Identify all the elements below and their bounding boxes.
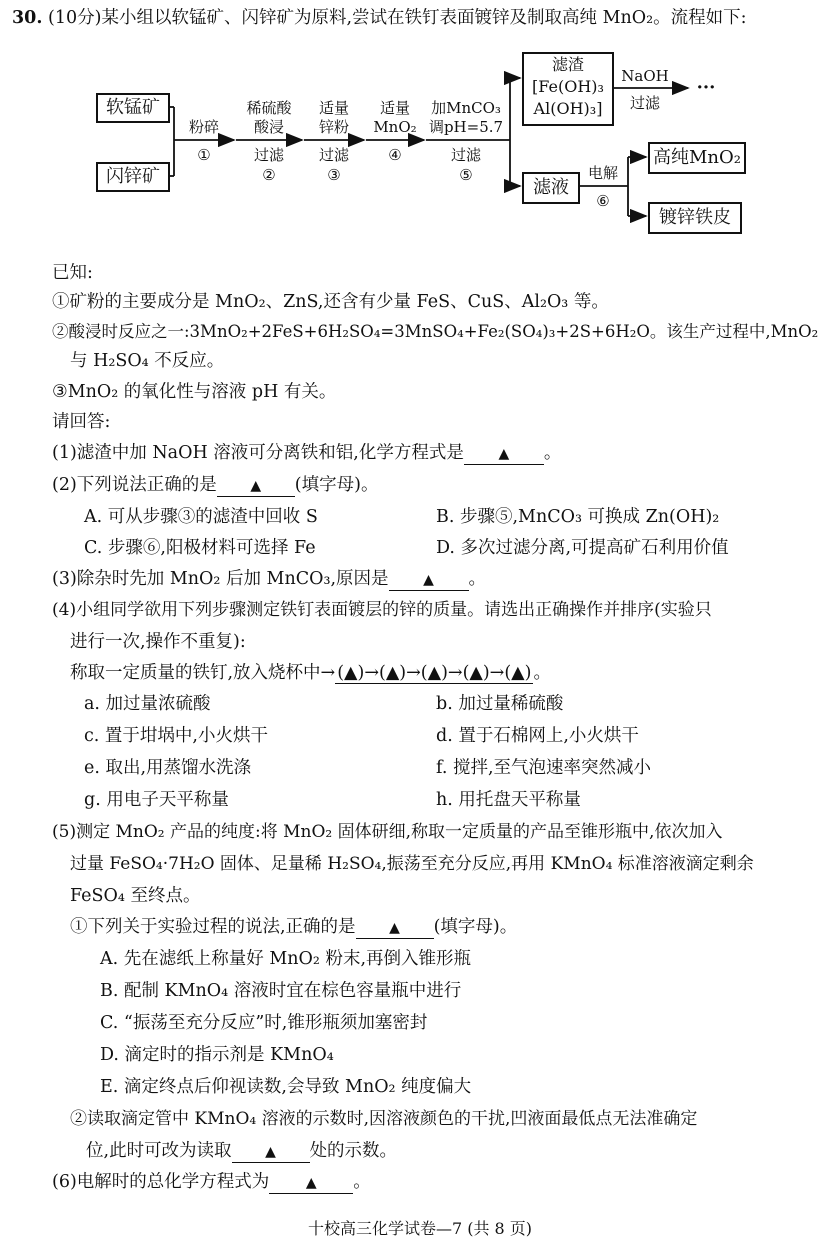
q5-option-a: A. 先在滤纸上称量好 MnO₂ 粉末,再倒入锥形瓶 bbox=[100, 949, 472, 969]
step2-number: ② bbox=[262, 166, 276, 184]
q4-sequence bbox=[70, 661, 551, 685]
q4-option-a: a. 加过量浓硫酸 bbox=[84, 694, 211, 714]
q5-sub1 bbox=[70, 915, 517, 939]
residue-box bbox=[522, 52, 614, 126]
q5-sub2-text: 位,此时可改为读取 bbox=[86, 1141, 232, 1161]
q5-option-e: E. 滴定终点后仰视读数,会导致 MnO₂ 纯度偏大 bbox=[100, 1077, 472, 1097]
q3-text: (3)除杂时先加 MnO₂ 后加 MnCO₃,原因是 bbox=[52, 569, 389, 589]
q3-answer-blank[interactable] bbox=[389, 569, 469, 591]
question-6 bbox=[52, 1170, 371, 1194]
product-galvanized-label: 镀锌铁皮 bbox=[659, 207, 731, 228]
q6-answer-blank[interactable] bbox=[269, 1172, 353, 1194]
blank-triangle: ▲ bbox=[250, 478, 262, 494]
known-item-2-line1: ②酸浸时反应之一:3MnO₂+2FeS+6H₂SO₄=3MnSO₄+Fe₂(SO₄)₃+2S+6H₂O。该生产过程中,MnO₂ bbox=[52, 322, 819, 341]
q1-text: (1)滤渣中加 NaOH 溶液可分离铁和铝,化学方程式是 bbox=[52, 443, 464, 463]
q5-option-d: D. 滴定时的指示剂是 KMnO₄ bbox=[100, 1045, 334, 1065]
step5-top-label-2: 调pH=5.7 bbox=[428, 118, 504, 136]
known-item-3: ③MnO₂ 的氧化性与溶液 pH 有关。 bbox=[52, 382, 337, 402]
q1-end: 。 bbox=[543, 443, 562, 463]
step3-top-label-2: 锌粉 bbox=[318, 118, 349, 136]
blank-triangle: ▲ bbox=[305, 1175, 317, 1191]
step1-top-label: 粉碎 bbox=[188, 118, 219, 136]
step3-top-label-1: 适量 bbox=[318, 99, 349, 117]
ore-label-sphalerite: 闪锌矿 bbox=[106, 166, 160, 187]
q4-sequence-blanks[interactable]: (▲)→(▲)→(▲)→(▲)→(▲) bbox=[337, 663, 532, 683]
question-intro: (10分)某小组以软锰矿、闪锌矿为原料,尝试在铁钉表面镀锌及制取高纯 MnO₂。流程如下: bbox=[48, 8, 747, 28]
residue-title: 滤渣 bbox=[551, 55, 584, 74]
step2-bottom-label: 过滤 bbox=[253, 146, 284, 164]
known-item-1: ①矿粉的主要成分是 MnO₂、ZnS,还含有少量 FeS、CuS、Al₂O₃ 等。 bbox=[52, 292, 609, 312]
q5-sub2-line1: ②读取滴定管中 KMnO₄ 溶液的示数时,因溶液颜色的干扰,凹液面最低点无法准确定 bbox=[70, 1109, 698, 1129]
q5-sub1-answer-blank[interactable] bbox=[356, 917, 434, 939]
electrolysis-label: 电解 bbox=[587, 164, 618, 182]
q2-text: (2)下列说法正确的是 bbox=[52, 475, 217, 495]
step5-number: ⑤ bbox=[459, 166, 473, 184]
q2-end: (填字母)。 bbox=[294, 475, 379, 495]
q2-option-d: D. 多次过滤分离,可提高矿石利用价值 bbox=[436, 538, 729, 558]
filtrate-label: 滤液 bbox=[533, 177, 569, 198]
q2-option-b: B. 步骤⑤,MnCO₃ 可换成 Zn(OH)₂ bbox=[436, 507, 720, 527]
q5-sub1-text: ①下列关于实验过程的说法,正确的是 bbox=[70, 917, 356, 937]
question-header bbox=[12, 6, 747, 30]
q2-option-c: C. 步骤⑥,阳极材料可选择 Fe bbox=[84, 538, 316, 558]
product-box-mno2 bbox=[648, 142, 746, 174]
filtrate-box bbox=[522, 172, 580, 204]
step3-number: ③ bbox=[327, 166, 341, 184]
step2-top-label-1: 稀硫酸 bbox=[246, 99, 292, 117]
q2-option-a: A. 可从步骤③的滤渣中回收 S bbox=[84, 507, 318, 527]
question-2 bbox=[52, 473, 378, 497]
flow-diagram bbox=[0, 40, 840, 240]
q2-answer-blank[interactable] bbox=[217, 475, 295, 497]
q4-sequence-end: 。 bbox=[533, 663, 551, 683]
question-1 bbox=[52, 441, 561, 465]
q5-option-b: B. 配制 KMnO₄ 溶液时宜在棕色容量瓶中进行 bbox=[100, 981, 462, 1001]
q5-sub2-end: 处的示数。 bbox=[309, 1141, 398, 1161]
step1-number: ① bbox=[197, 146, 211, 164]
question-number: 30. bbox=[12, 8, 43, 28]
step4-number: ④ bbox=[388, 146, 402, 164]
q5-line2: 过量 FeSO₄·7H₂O 固体、足量稀 H₂SO₄,振荡至充分反应,再用 KMnO₄ 标准溶液滴定剩余 bbox=[70, 854, 754, 874]
step5-top-label-1: 加MnCO₃ bbox=[431, 99, 501, 117]
continuation-dots: ··· bbox=[696, 77, 716, 98]
q4-option-d: d. 置于石棉网上,小火烘干 bbox=[436, 726, 639, 746]
q4-line1: (4)小组同学欲用下列步骤测定铁钉表面镀层的锌的质量。请选出正确操作并排序(实验只 bbox=[52, 600, 712, 620]
ore-label-pyrolusite: 软锰矿 bbox=[106, 97, 160, 118]
q5-sub1-end: (填字母)。 bbox=[433, 917, 518, 937]
blank-triangle: ▲ bbox=[423, 572, 434, 588]
q3-end: 。 bbox=[468, 569, 487, 589]
step5-bottom-label: 过滤 bbox=[450, 146, 481, 164]
step2-top-label-2: 酸浸 bbox=[253, 118, 284, 136]
naoh-label: NaOH bbox=[621, 67, 669, 85]
blank-triangle: ▲ bbox=[265, 1144, 276, 1160]
blank-triangle: ▲ bbox=[498, 446, 510, 462]
product-mno2-label: 高纯MnO₂ bbox=[653, 147, 741, 168]
q4-sequence-text: 称取一定质量的铁钉,放入烧杯中→ bbox=[70, 663, 336, 683]
q5-line3: FeSO₄ 至终点。 bbox=[70, 886, 201, 906]
q4-option-f: f. 搅拌,至气泡速率突然减小 bbox=[436, 758, 652, 778]
step3-bottom-label: 过滤 bbox=[318, 146, 349, 164]
q5-line1: (5)测定 MnO₂ 产品的纯度:将 MnO₂ 固体研细,称取一定质量的产品至锥形瓶中,依次加入 bbox=[52, 822, 723, 842]
q5-option-c: C. “振荡至充分反应”时,锥形瓶须加塞密封 bbox=[100, 1013, 428, 1033]
ore-box-pyrolusite bbox=[96, 93, 170, 123]
q4-option-e: e. 取出,用蒸馏水洗涤 bbox=[84, 758, 252, 778]
q6-text: (6)电解时的总化学方程式为 bbox=[52, 1172, 270, 1192]
answer-intro: 请回答: bbox=[52, 412, 111, 432]
q4-option-h: h. 用托盘天平称量 bbox=[436, 790, 581, 810]
naoh-filter-label: 过滤 bbox=[629, 94, 660, 112]
q4-option-c: c. 置于坩埚中,小火烘干 bbox=[84, 726, 268, 746]
known-title: 已知: bbox=[52, 263, 93, 283]
product-box-galvanized bbox=[648, 202, 742, 234]
question-3 bbox=[52, 567, 486, 591]
residue-aluminum-hydroxide: Al(OH)₃] bbox=[533, 99, 603, 118]
q5-sub2-answer-blank[interactable] bbox=[232, 1141, 310, 1163]
step4-top-label-2: MnO₂ bbox=[373, 118, 417, 136]
q4-line2: 进行一次,操作不重复): bbox=[70, 632, 246, 652]
electrolysis-number: ⑥ bbox=[596, 192, 610, 210]
q1-answer-blank[interactable] bbox=[464, 443, 544, 465]
q4-option-b: b. 加过量稀硫酸 bbox=[436, 694, 564, 714]
known-item-2-line2: 与 H₂SO₄ 不反应。 bbox=[70, 351, 225, 371]
q4-option-g: g. 用电子天平称量 bbox=[84, 790, 229, 810]
blank-triangle: ▲ bbox=[389, 920, 400, 936]
step4-top-label-1: 适量 bbox=[379, 99, 410, 117]
ore-box-sphalerite bbox=[96, 162, 170, 192]
residue-iron-hydroxide: [Fe(OH)₃ bbox=[532, 77, 604, 96]
q6-end: 。 bbox=[353, 1172, 371, 1192]
page-footer: 十校高三化学试卷—7 (共 8 页) bbox=[307, 1219, 533, 1238]
q5-sub2-line2 bbox=[86, 1139, 397, 1163]
